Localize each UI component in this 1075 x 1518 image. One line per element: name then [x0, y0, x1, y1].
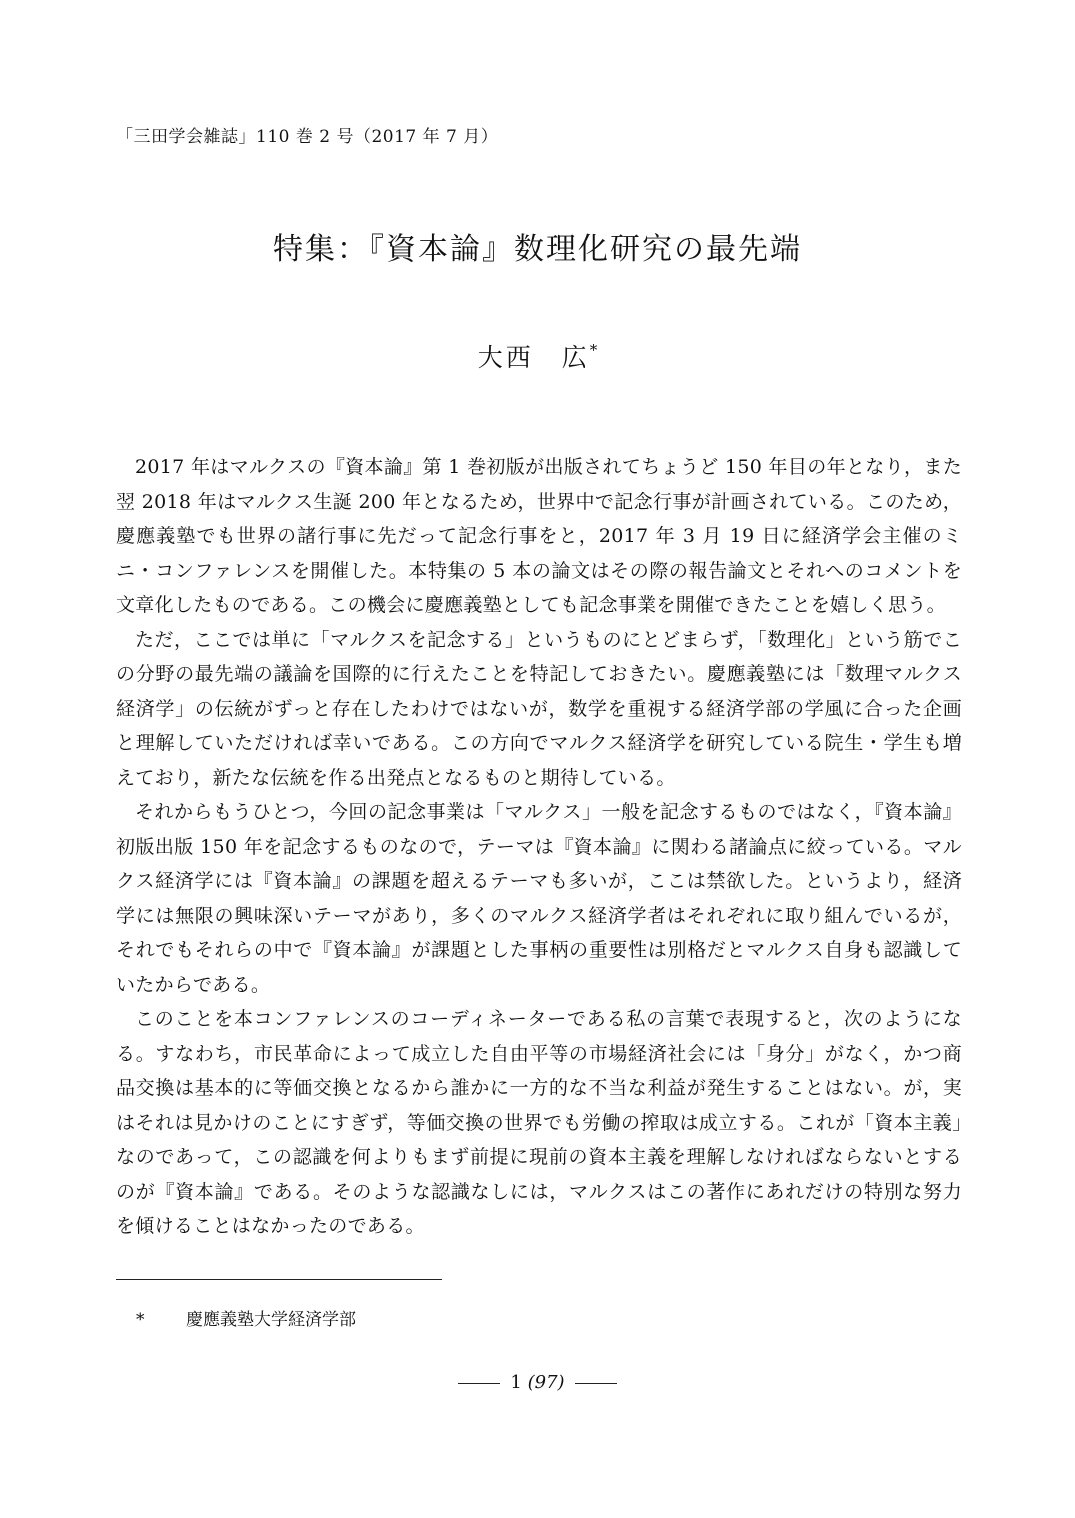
page-dash-left — [458, 1383, 500, 1384]
article-title: 特集：『資本論』数理化研究の最先端 — [273, 232, 802, 267]
footnote-affiliation: 慶應義塾大学経済学部 — [186, 1310, 356, 1330]
footnote — [136, 1305, 356, 1330]
author-line — [0, 338, 1075, 374]
page-dash-right — [575, 1383, 617, 1384]
journal-header: 「三田学会雑誌」110 巻 2 号（2017 年 7 月） — [116, 127, 499, 147]
page-number — [0, 1372, 1075, 1393]
page-number-total: (97) — [527, 1372, 565, 1393]
paragraph-1: 2017 年はマルクスの『資本論』第 1 巻初版が出版されてちょうど 150 年目の年となり，また翌 2018 年はマルクス生誕 200 年となるため，世界中で記念行事が計画されている。このため，慶應義塾でも世界の諸行事に先だって記念行事をと，2017 年 3 月 19 日に経済学会主催のミニ・コンファレンスを開催した。本特集の 5 本の論文はその際の報告論文とそれへのコメントを文章化したものである。この機会に慶應義塾としても記念事業を開催できたことを嬉しく思う。 — [116, 456, 962, 616]
paragraph-3: それからもうひとつ，今回の記念事業は「マルクス」一般を記念するものではなく，『資本論』初版出版 150 年を記念するものなので，テーマは『資本論』に関わる諸論点に絞っている。マルクス経済学には『資本論』の課題を超えるテーマも多いが，ここは禁欲した。というより，経済学には無限の興味深いテーマがあり，多くのマルクス経済学者はそれぞれに取り組んでいるが，それでもそれらの中で『資本論』が課題とした事柄の重要性は別格だとマルクス自身も認識していたからである。 — [116, 801, 962, 996]
author-name: 大西 広 — [477, 343, 590, 372]
author-footnote-mark: * — [589, 341, 598, 359]
footnote-divider — [116, 1279, 442, 1280]
paragraph-2: ただ，ここでは単に「マルクスを記念する」というものにとどまらず，「数理化」という筋でこの分野の最先端の議論を国際的に行えたことを特記しておきたい。慶應義塾には「数理マルクス経済学」の伝統がずっと存在したわけではないが，数学を重視する経済学部の学風に合った企画と理解していただければ幸いである。この方向でマルクス経済学を研究している院生・学生も増えており，新たな伝統を作る出発点となるものと期待している。 — [116, 628, 962, 789]
article-body — [116, 450, 962, 1244]
footnote-mark: * — [136, 1310, 145, 1330]
page-number-value: 1 — [510, 1372, 522, 1393]
paragraph-4: このことを本コンファレンスのコーディネーターである私の言葉で表現すると，次のようになる。すなわち，市民革命によって成立した自由平等の市場経済社会には「身分」がなく，かつ商品交換は基本的に等価交換となるから誰かに一方的な不当な利益が発生することはない。が，実はそれは見かけのことにすぎず，等価交換の世界でも労働の搾取は成立する。これが「資本主義」なのであって，この認識を何よりもまず前提に現前の資本主義を理解しなければならないとするのが『資本論』である。そのような認識なしには，マルクスはこの著作にあれだけの特別な努力を傾けることはなかったのである。 — [116, 1008, 962, 1237]
